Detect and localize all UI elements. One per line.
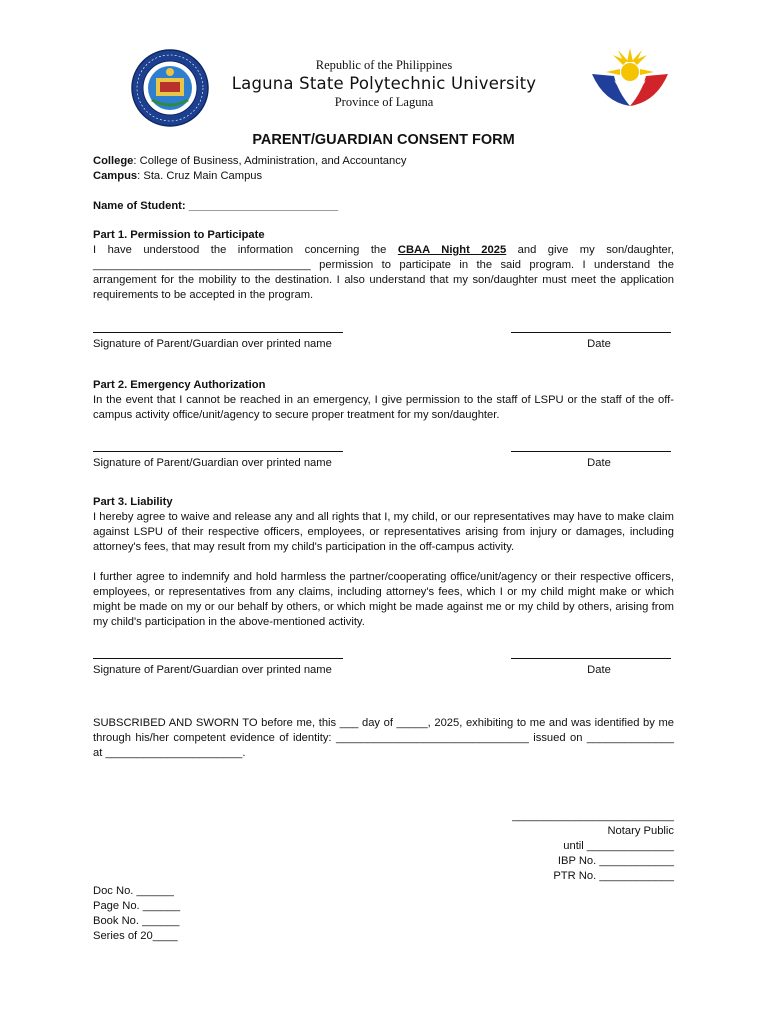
signature-line[interactable]	[93, 451, 343, 452]
page-no[interactable]: Page No. ______	[93, 900, 181, 912]
doc-no[interactable]: Doc No. ______	[93, 885, 174, 897]
part2-paragraph: In the event that I cannot be reached in an emergency, I give permission to the staff of LSPU or the staff of the off-campus activity office/unit/agency to secure proper treatment for my son/daughter.	[93, 394, 674, 421]
part1-signature-row	[93, 332, 674, 362]
part1-paragraph	[93, 243, 674, 303]
bagong-pilipinas-logo-icon	[584, 46, 676, 124]
notary-block-wrapper	[93, 809, 674, 884]
student-name-blank[interactable]: ________________________	[185, 200, 339, 212]
series-no[interactable]: Series of 20____	[93, 930, 178, 942]
notary-ptr[interactable]: PTR No. ____________	[553, 870, 674, 882]
campus-label: Campus	[93, 170, 138, 182]
part1-text-a: I have understood the information concerning the	[93, 244, 398, 256]
student-name-label: Name of Student:	[93, 200, 186, 212]
signature-line[interactable]	[93, 332, 343, 333]
notary-signature-line[interactable]: __________________________	[512, 810, 674, 822]
document-numbers	[93, 884, 674, 944]
date-label: Date	[587, 338, 611, 350]
college-value: : College of Business, Administration, and Accountancy	[133, 155, 407, 167]
date-label: Date	[587, 457, 611, 469]
notary-until[interactable]: until ______________	[563, 840, 674, 852]
notary-block	[474, 809, 674, 884]
campus-value: : Sta. Cruz Main Campus	[137, 170, 263, 182]
date-line[interactable]	[511, 451, 671, 452]
signature-line[interactable]	[93, 658, 343, 659]
notary-ibp[interactable]: IBP No. ____________	[557, 855, 674, 867]
date-label: Date	[587, 664, 611, 676]
letterhead	[0, 44, 768, 124]
part3-paragraph-2: I further agree to indemnify and hold harmless the partner/cooperating office/unit/agency or their respective officers, employees, or representatives from any claims, including attorney's fees, which I or my child might make or which might be made on my or our behalf by others, or which might be made against me or my child by others, arising from my child's participation in the above-mentioned activity.	[93, 571, 674, 628]
part3-title: Part 3. Liability	[93, 496, 173, 508]
letterhead-text	[200, 58, 568, 110]
signature-label: Signature of Parent/Guardian over printed name	[93, 664, 332, 676]
signature-label: Signature of Parent/Guardian over printed name	[93, 457, 332, 469]
lspu-seal-icon	[130, 48, 210, 128]
signature-label: Signature of Parent/Guardian over printed name	[93, 338, 332, 350]
notary-title: Notary Public	[607, 825, 674, 837]
part1-event-name: CBAA Night 2025	[397, 244, 507, 256]
part2-title: Part 2. Emergency Authorization	[93, 379, 266, 391]
book-no[interactable]: Book No. ______	[93, 915, 180, 927]
college-label: College	[93, 155, 134, 167]
form-title: PARENT/GUARDIAN CONSENT FORM	[252, 132, 515, 148]
part2-signature-row	[93, 451, 674, 481]
part3-paragraph-1: I hereby agree to waive and release any and all rights that I, my child, or our representatives may have to make claim against LSPU of their respective officers, employees, or representatives arising from injury or damages, including attorney's fees, that may result from my child's participation in the off-campus activity.	[93, 511, 674, 553]
university-name: Laguna State Polytechnic University	[231, 74, 537, 93]
campus-line	[93, 169, 674, 184]
province-line: Province of Laguna	[334, 95, 434, 109]
part1-text-b: and give my son/daughter, ___________________________________ permission to participate in the said program. I understand the arrangement for the mobility to the destination. I also understand that my son/daughter must meet the application requirements to be accepted in the program.	[93, 244, 674, 301]
republic-line: Republic of the Philippines	[315, 58, 453, 72]
sworn-statement: SUBSCRIBED AND SWORN TO before me, this ___ day of _____, 2025, exhibiting to me and was identified by me through his/her competent evidence of identity: _______________________________ issued on ______________ at ______________________.	[93, 717, 674, 759]
college-line	[93, 154, 674, 169]
part1-title: Part 1. Permission to Participate	[93, 229, 265, 241]
student-name-line	[93, 199, 674, 214]
form-content	[93, 128, 674, 944]
date-line[interactable]	[511, 332, 671, 333]
date-line[interactable]	[511, 658, 671, 659]
part3-signature-row	[93, 658, 674, 688]
